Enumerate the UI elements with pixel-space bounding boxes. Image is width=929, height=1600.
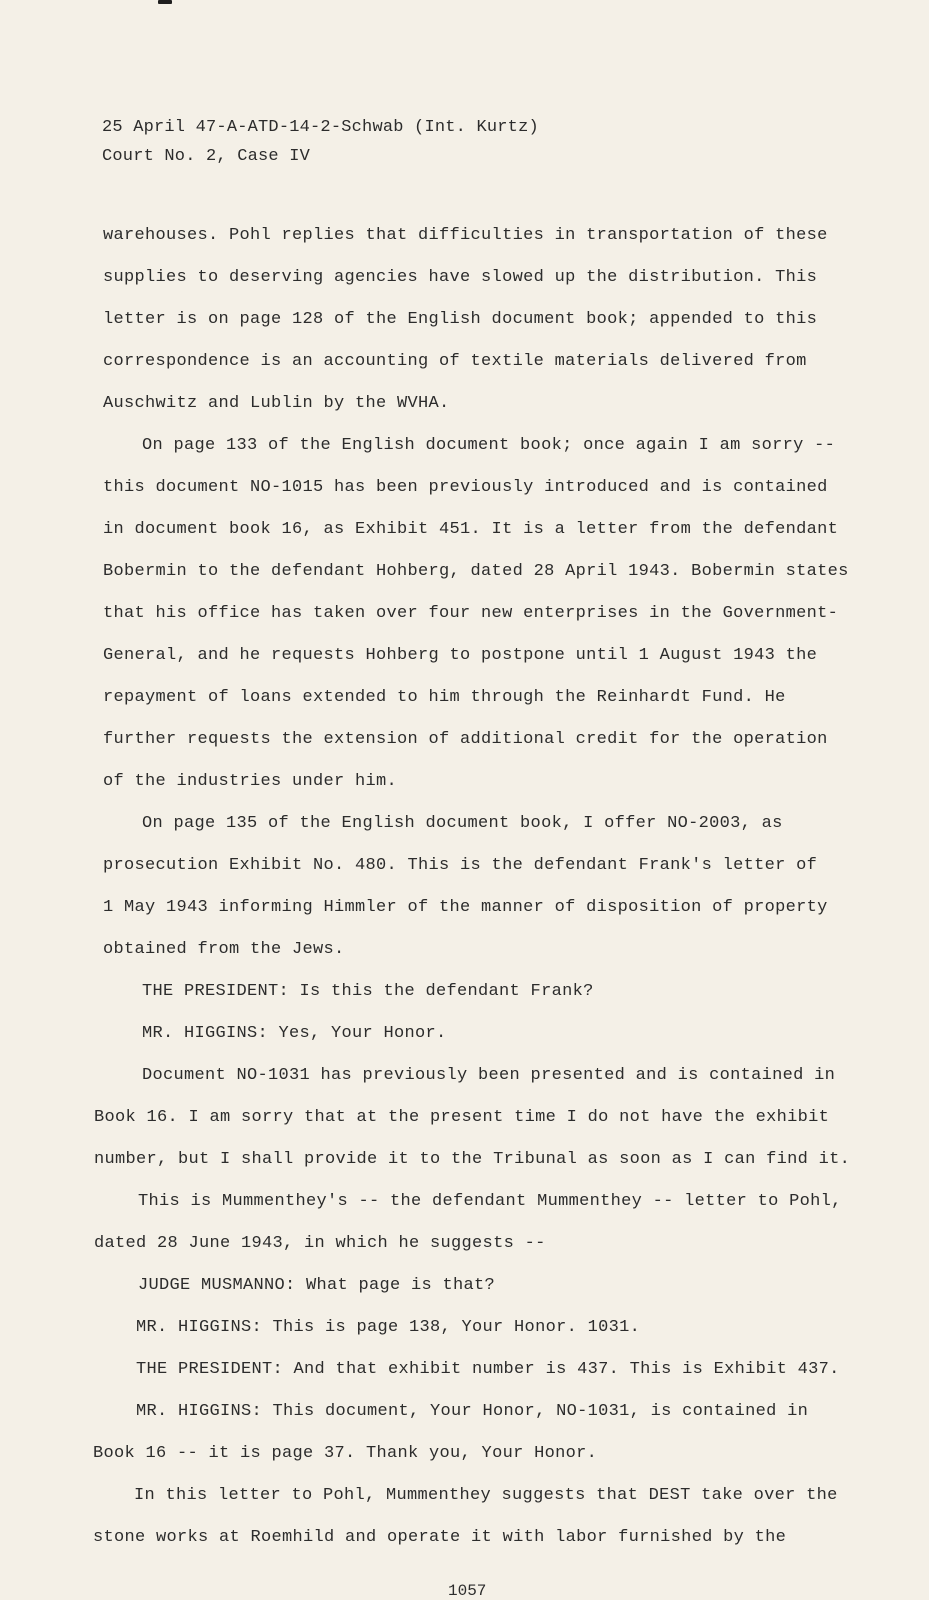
body-line: On page 135 of the English document book, I offer NO-2003, as [142,814,783,833]
body-line: Bobermin to the defendant Hohberg, dated 28 April 1943. Bobermin states [103,562,849,581]
body-line: repayment of loans extended to him through the Reinhardt Fund. He [103,688,786,707]
body-line: On page 133 of the English document book; once again I am sorry -- [142,436,836,455]
body-line: Auschwitz and Lublin by the WVHA. [103,394,450,413]
body-line: Document NO-1031 has previously been presented and is contained in [142,1066,836,1085]
body-line: warehouses. Pohl replies that difficulties in transportation of these [103,226,828,245]
document-header-line-2: Court No. 2, Case IV [102,147,311,166]
top-ink-mark [158,0,172,4]
body-line: correspondence is an accounting of textile materials delivered from [103,352,807,371]
body-line: 1 May 1943 informing Himmler of the manner of disposition of property [103,898,828,917]
body-line: obtained from the Jews. [103,940,345,959]
body-line: supplies to deserving agencies have slowed up the distribution. This [103,268,818,287]
body-line: In this letter to Pohl, Mummenthey suggests that DEST take over the [134,1486,838,1505]
body-line: General, and he requests Hohberg to postpone until 1 August 1943 the [103,646,818,665]
body-line: number, but I shall provide it to the Tribunal as soon as I can find it. [94,1150,851,1169]
body-line: Book 16 -- it is page 37. Thank you, Your Honor. [93,1444,598,1463]
body-line: dated 28 June 1943, in which he suggests -- [94,1234,546,1253]
body-line: stone works at Roemhild and operate it with labor furnished by the [93,1528,787,1547]
body-line: letter is on page 128 of the English document book; appended to this [103,310,818,329]
body-line: further requests the extension of additional credit for the operation [103,730,828,749]
body-line: MR. HIGGINS: This is page 138, Your Honor. 1031. [136,1318,641,1337]
document-header-line-1: 25 April 47-A-ATD-14-2-Schwab (Int. Kurtz) [102,118,539,137]
body-line: THE PRESIDENT: Is this the defendant Frank? [142,982,594,1001]
body-line: Book 16. I am sorry that at the present time I do not have the exhibit [94,1108,830,1127]
body-line: of the industries under him. [103,772,398,791]
body-line: MR. HIGGINS: Yes, Your Honor. [142,1024,447,1043]
page-number: 1057 [448,1582,487,1600]
body-line: this document NO-1015 has been previously introduced and is contained [103,478,828,497]
body-line: that his office has taken over four new enterprises in the Government- [103,604,839,623]
body-line: THE PRESIDENT: And that exhibit number is 437. This is Exhibit 437. [136,1360,840,1379]
body-line: MR. HIGGINS: This document, Your Honor, NO-1031, is contained in [136,1402,809,1421]
body-line: This is Mummenthey's -- the defendant Mummenthey -- letter to Pohl, [138,1192,842,1211]
body-line: in document book 16, as Exhibit 451. It is a letter from the defendant [103,520,839,539]
body-line: prosecution Exhibit No. 480. This is the defendant Frank's letter of [103,856,818,875]
body-line: JUDGE MUSMANNO: What page is that? [138,1276,496,1295]
